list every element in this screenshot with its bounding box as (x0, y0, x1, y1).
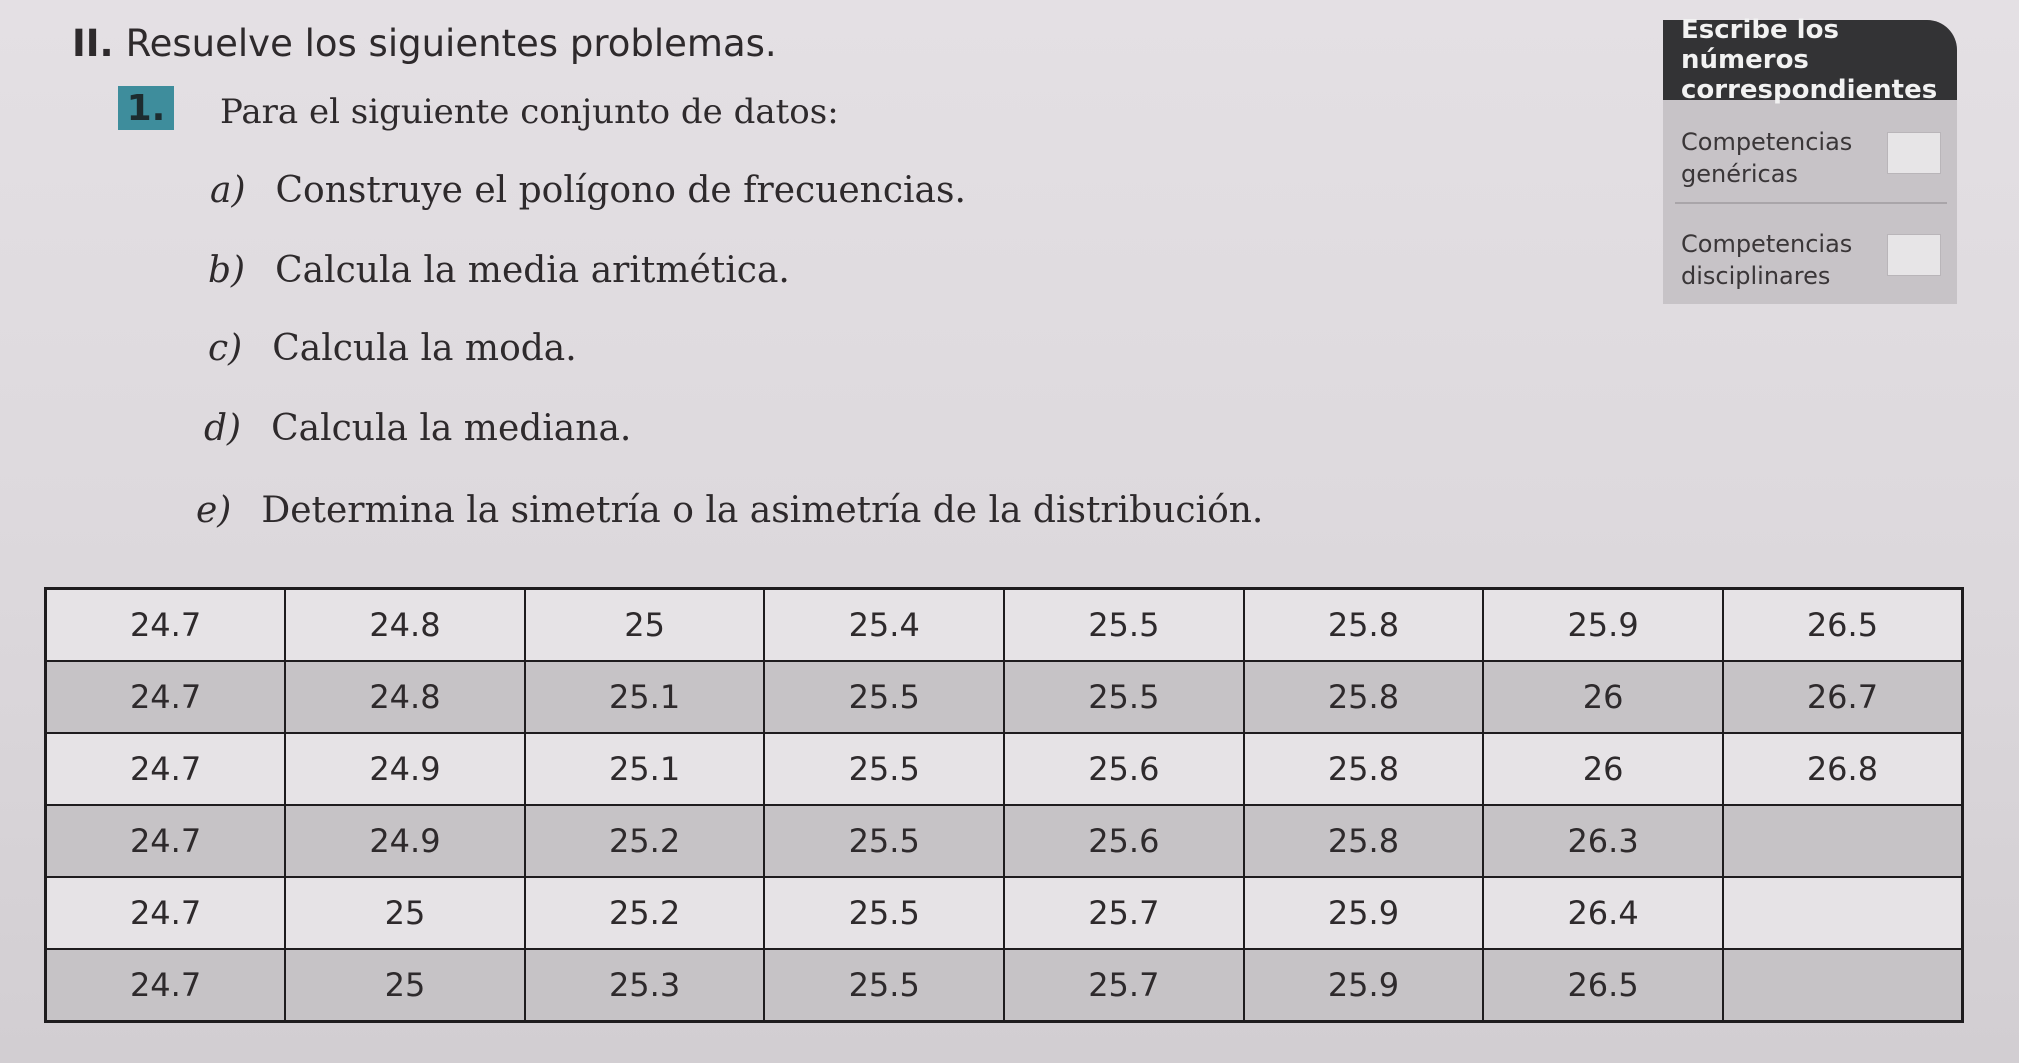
table-cell: 25.9 (1244, 949, 1484, 1022)
table-cell: 24.7 (46, 877, 286, 949)
table-cell: 26.5 (1723, 589, 1963, 662)
item-a (210, 170, 966, 211)
table-cell: 25.2 (525, 805, 765, 877)
table-cell: 25.8 (1244, 589, 1484, 662)
competencies-box-header (1663, 15, 1957, 105)
section-heading (72, 22, 777, 65)
problem-intro: Para el siguiente conjunto de datos: (220, 92, 839, 132)
table-cell: 26.8 (1723, 733, 1963, 805)
generic-competencies-input[interactable] (1887, 132, 1941, 174)
table-cell: 25.9 (1244, 877, 1484, 949)
table-cell: 25.7 (1004, 949, 1244, 1022)
table-cell: 26 (1483, 661, 1723, 733)
item-text: Calcula la moda. (272, 328, 577, 369)
table-cell: 25.6 (1004, 805, 1244, 877)
table-cell: 24.7 (46, 805, 286, 877)
table-cell: 25.5 (764, 877, 1004, 949)
table-cell: 25 (285, 877, 525, 949)
table-row (46, 949, 1963, 1022)
table-cell (1723, 949, 1963, 1022)
table-cell: 24.8 (285, 589, 525, 662)
table-cell: 26 (1483, 733, 1723, 805)
table-cell: 25.5 (1004, 661, 1244, 733)
generic-competencies-label (1681, 126, 1852, 190)
table-cell: 25.1 (525, 661, 765, 733)
disciplinary-competencies-label (1681, 228, 1852, 292)
item-letter: a) (210, 170, 246, 211)
label-line: disciplinares (1681, 262, 1831, 290)
item-text: Construye el polígono de frecuencias. (275, 170, 966, 211)
table-cell: 25.2 (525, 877, 765, 949)
table-row (46, 589, 1963, 662)
label-line: Competencias (1681, 230, 1853, 258)
table-row (46, 805, 1963, 877)
table-cell: 26.4 (1483, 877, 1723, 949)
item-text: Determina la simetría o la asimetría de la distribución. (261, 490, 1264, 531)
section-number: II. (72, 22, 114, 65)
table-row (46, 733, 1963, 805)
competencies-box (1663, 15, 1957, 304)
table-cell (1723, 877, 1963, 949)
table-cell: 24.7 (46, 589, 286, 662)
table-cell: 24.7 (46, 733, 286, 805)
table-cell: 25.8 (1244, 733, 1484, 805)
table-cell: 25.5 (764, 661, 1004, 733)
label-line: Competencias (1681, 128, 1853, 156)
table-cell: 25.6 (1004, 733, 1244, 805)
table-cell: 24.7 (46, 661, 286, 733)
header-line: Escribe los números (1681, 15, 1839, 75)
table-cell: 26.5 (1483, 949, 1723, 1022)
table-cell: 26.7 (1723, 661, 1963, 733)
table-cell (1723, 805, 1963, 877)
table-cell: 24.8 (285, 661, 525, 733)
problem-number-badge: 1. (118, 86, 174, 130)
table-cell: 25 (525, 589, 765, 662)
table-row (46, 661, 1963, 733)
table-cell: 25 (285, 949, 525, 1022)
item-letter: e) (196, 490, 232, 531)
item-letter: d) (204, 408, 242, 449)
item-e (196, 490, 1263, 531)
item-letter: c) (208, 328, 243, 369)
table-cell: 25.5 (764, 805, 1004, 877)
table-cell: 26.3 (1483, 805, 1723, 877)
table-cell: 25.5 (764, 733, 1004, 805)
divider (1675, 202, 1947, 204)
header-line: correspondientes (1681, 75, 1938, 105)
item-text: Calcula la mediana. (271, 408, 632, 449)
table-cell: 24.9 (285, 805, 525, 877)
data-table (44, 587, 1964, 1023)
table-cell: 25.1 (525, 733, 765, 805)
item-c (208, 328, 577, 369)
table-cell: 25.8 (1244, 805, 1484, 877)
item-letter: b) (208, 250, 246, 291)
table-cell: 25.9 (1483, 589, 1723, 662)
item-text: Calcula la media aritmética. (275, 250, 790, 291)
table-cell: 25.3 (525, 949, 765, 1022)
table-cell: 25.5 (764, 949, 1004, 1022)
table-cell: 25.5 (1004, 589, 1244, 662)
table-cell: 24.9 (285, 733, 525, 805)
table-cell: 25.4 (764, 589, 1004, 662)
table-cell: 25.8 (1244, 661, 1484, 733)
disciplinary-competencies-input[interactable] (1887, 234, 1941, 276)
data-table-body (46, 589, 1963, 1022)
item-b (208, 250, 790, 291)
section-title: Resuelve los siguientes problemas. (125, 22, 777, 65)
table-cell: 24.7 (46, 949, 286, 1022)
label-line: genéricas (1681, 160, 1798, 188)
item-d (204, 408, 631, 449)
table-row (46, 877, 1963, 949)
table-cell: 25.7 (1004, 877, 1244, 949)
